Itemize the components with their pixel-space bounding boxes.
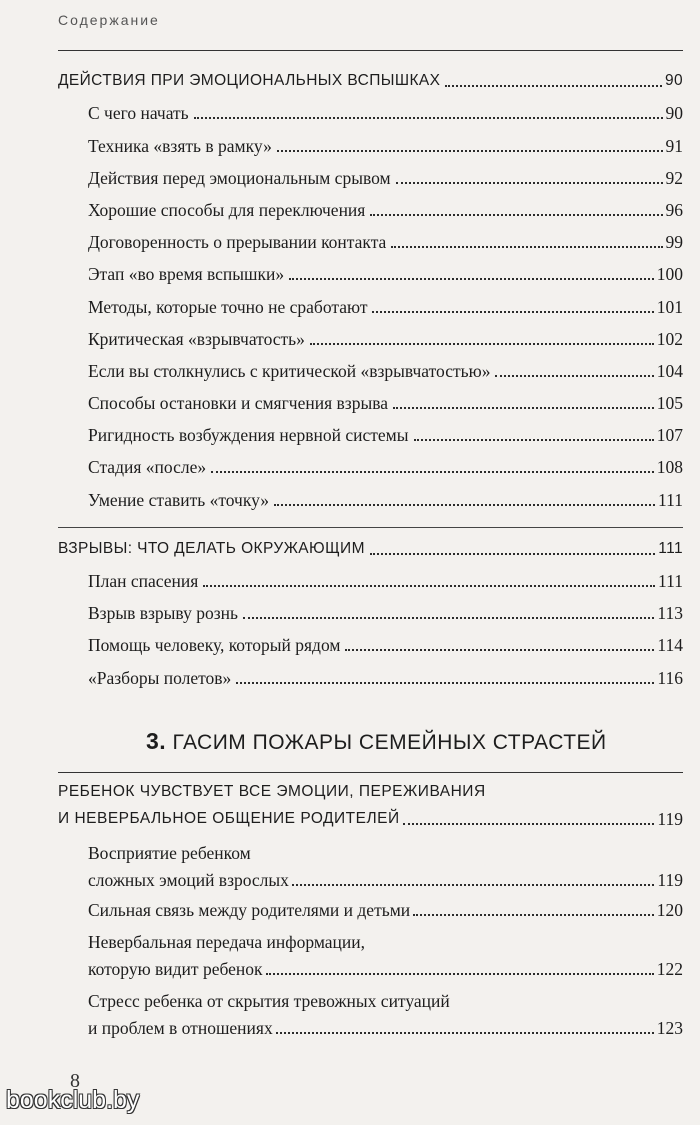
toc-entry-title-line-2: сложных эмоций взрослых	[88, 870, 289, 890]
leader-dots	[243, 617, 654, 619]
leader-dots	[370, 553, 655, 555]
toc-entry[interactable]	[58, 414, 683, 446]
leader-dots	[445, 85, 662, 87]
toc-entry-title: С чего начать	[88, 103, 189, 124]
toc-page-number: 105	[656, 393, 683, 414]
toc-entry-title: Если вы столкнулись с критической «взрывчатостью»	[88, 360, 491, 381]
toc-page-number: 113	[657, 603, 683, 624]
toc-entry-title: Критическая «взрывчатость»	[88, 328, 305, 349]
toc-entry-title: Ригидность возбуждения нервной системы	[88, 425, 409, 446]
leader-dots	[495, 375, 653, 377]
toc-entry[interactable]	[58, 124, 683, 156]
leader-dots	[310, 343, 654, 345]
toc-entry[interactable]	[58, 221, 683, 253]
page-folio: 8	[70, 1070, 80, 1092]
toc-section-title-line-2: И НЕВЕРБАЛЬНОЕ ОБЩЕНИЕ РОДИТЕЛЕЙ	[58, 810, 400, 827]
chapter-number: 3.	[146, 728, 167, 754]
toc-entry-title: Сильная связь между родителями и детьми	[88, 900, 411, 920]
leader-dots	[391, 246, 662, 248]
toc-page-number: 91	[665, 135, 683, 156]
leader-dots	[396, 182, 663, 184]
leader-dots	[372, 311, 653, 313]
toc-entry-title: Помощь человеку, который рядом	[88, 635, 341, 656]
leader-dots	[414, 439, 654, 441]
toc-page-number: 111	[658, 571, 683, 591]
toc-entry-title: Этап «во время вспышки»	[88, 264, 285, 285]
toc-entry[interactable]	[58, 478, 683, 510]
leader-dots	[345, 649, 654, 651]
top-rule	[58, 50, 683, 51]
toc-page-number: 116	[657, 667, 683, 688]
toc-page-number: 100	[656, 264, 683, 285]
toc-entry[interactable]	[58, 318, 683, 350]
toc-entry[interactable]	[58, 982, 683, 1039]
leader-dots	[203, 585, 655, 587]
toc-section[interactable]	[58, 773, 683, 830]
toc-entry[interactable]	[58, 834, 683, 891]
toc-page-number: 122	[656, 959, 683, 979]
toc-entry-title-line-2: и проблем в отношениях	[88, 1018, 273, 1038]
toc-page-number: 120	[656, 900, 683, 920]
toc-section-title: ВЗРЫВЫ: ЧТО ДЕЛАТЬ ОКРУЖАЮЩИМ	[58, 539, 365, 557]
leader-dots	[413, 914, 654, 916]
leader-dots	[277, 150, 663, 152]
toc-page-number: 119	[657, 809, 683, 829]
toc-entry-title: Стадия «после»	[88, 457, 207, 478]
leader-dots	[403, 823, 655, 825]
toc-page-number: 92	[665, 167, 683, 188]
toc-entry[interactable]	[58, 382, 683, 414]
running-head: Содержание	[58, 12, 160, 28]
leader-dots	[292, 884, 654, 886]
toc-entry[interactable]	[58, 157, 683, 189]
leader-dots	[266, 973, 654, 975]
toc-page-number: 123	[656, 1018, 683, 1038]
toc-entry-title-line-1: Стресс ребенка от скрытия тревожных ситуаций	[88, 991, 450, 1011]
toc-entry[interactable]	[58, 624, 683, 656]
toc-page-number: 90	[665, 103, 683, 124]
toc-page-number: 90	[664, 72, 683, 90]
toc-entry[interactable]	[58, 560, 683, 592]
chapter-heading	[146, 728, 607, 755]
leader-dots	[194, 117, 663, 119]
toc-entry[interactable]	[58, 446, 683, 478]
chapter-title: ГАСИМ ПОЖАРЫ СЕМЕЙНЫХ СТРАСТЕЙ	[172, 731, 607, 754]
toc-section-title: ДЕЙСТВИЯ ПРИ ЭМОЦИОНАЛЬНЫХ ВСПЫШКАХ	[58, 72, 441, 90]
toc-entry[interactable]	[58, 656, 683, 688]
toc-page-number: 101	[656, 296, 683, 317]
leader-dots	[276, 1032, 654, 1034]
toc-entry-title: «Разборы полетов»	[88, 667, 232, 688]
toc-entry[interactable]	[58, 285, 683, 317]
toc-page-number: 114	[657, 635, 683, 656]
toc-entry[interactable]	[58, 92, 683, 124]
toc-entry[interactable]	[58, 189, 683, 221]
toc-entry-title: Хорошие способы для переключения	[88, 199, 366, 220]
toc-entry-title-line-1: Восприятие ребенком	[88, 843, 251, 863]
toc-entry-title-line-2: которую видит ребенок	[88, 959, 263, 979]
leader-dots	[211, 471, 654, 473]
leader-dots	[274, 504, 655, 506]
leader-dots	[393, 407, 654, 409]
toc-page-number: 111	[658, 539, 683, 557]
toc-entry-title: Техника «взять в рамку»	[88, 135, 272, 156]
toc-page-number: 108	[656, 457, 683, 478]
toc-page-number: 102	[656, 328, 683, 349]
toc-entry-title: Способы остановки и смягчения взрыва	[88, 393, 388, 414]
leader-dots	[289, 278, 654, 280]
watermark: bookclub.by	[6, 1086, 140, 1114]
toc-entry[interactable]	[58, 592, 683, 624]
toc-entry-title: Договоренность о прерывании контакта	[88, 232, 387, 253]
toc-entry[interactable]	[58, 350, 683, 382]
toc-part-2	[58, 772, 683, 1039]
toc-page-number: 111	[658, 489, 683, 510]
toc-section-title-line-1: РЕБЕНОК ЧУВСТВУЕТ ВСЕ ЭМОЦИИ, ПЕРЕЖИВАНИЯ	[58, 783, 486, 800]
toc-entry-title: Методы, которые точно не сработают	[88, 296, 368, 317]
toc-entry[interactable]	[58, 253, 683, 285]
toc-entry-title: Умение ставить «точку»	[88, 489, 270, 510]
toc-section[interactable]	[58, 60, 683, 92]
toc-page-number: 104	[656, 360, 683, 381]
toc-entry-title-line-1: Невербальная передача информации,	[88, 932, 366, 952]
toc-page-number: 99	[665, 232, 683, 253]
leader-dots	[236, 682, 654, 684]
toc-section[interactable]	[58, 528, 683, 560]
toc-page-number: 107	[656, 425, 683, 446]
toc-part-1	[58, 60, 683, 689]
leader-dots	[370, 214, 662, 216]
toc-entry-title: План спасения	[88, 571, 199, 591]
toc-page-number: 119	[657, 870, 683, 890]
toc-entry-title: Действия перед эмоциональным срывом	[88, 167, 391, 188]
toc-entry[interactable]	[58, 897, 683, 921]
toc-page-number: 96	[665, 199, 683, 220]
toc-entry[interactable]	[58, 923, 683, 980]
toc-entry-title: Взрыв взрыву рознь	[88, 603, 238, 624]
